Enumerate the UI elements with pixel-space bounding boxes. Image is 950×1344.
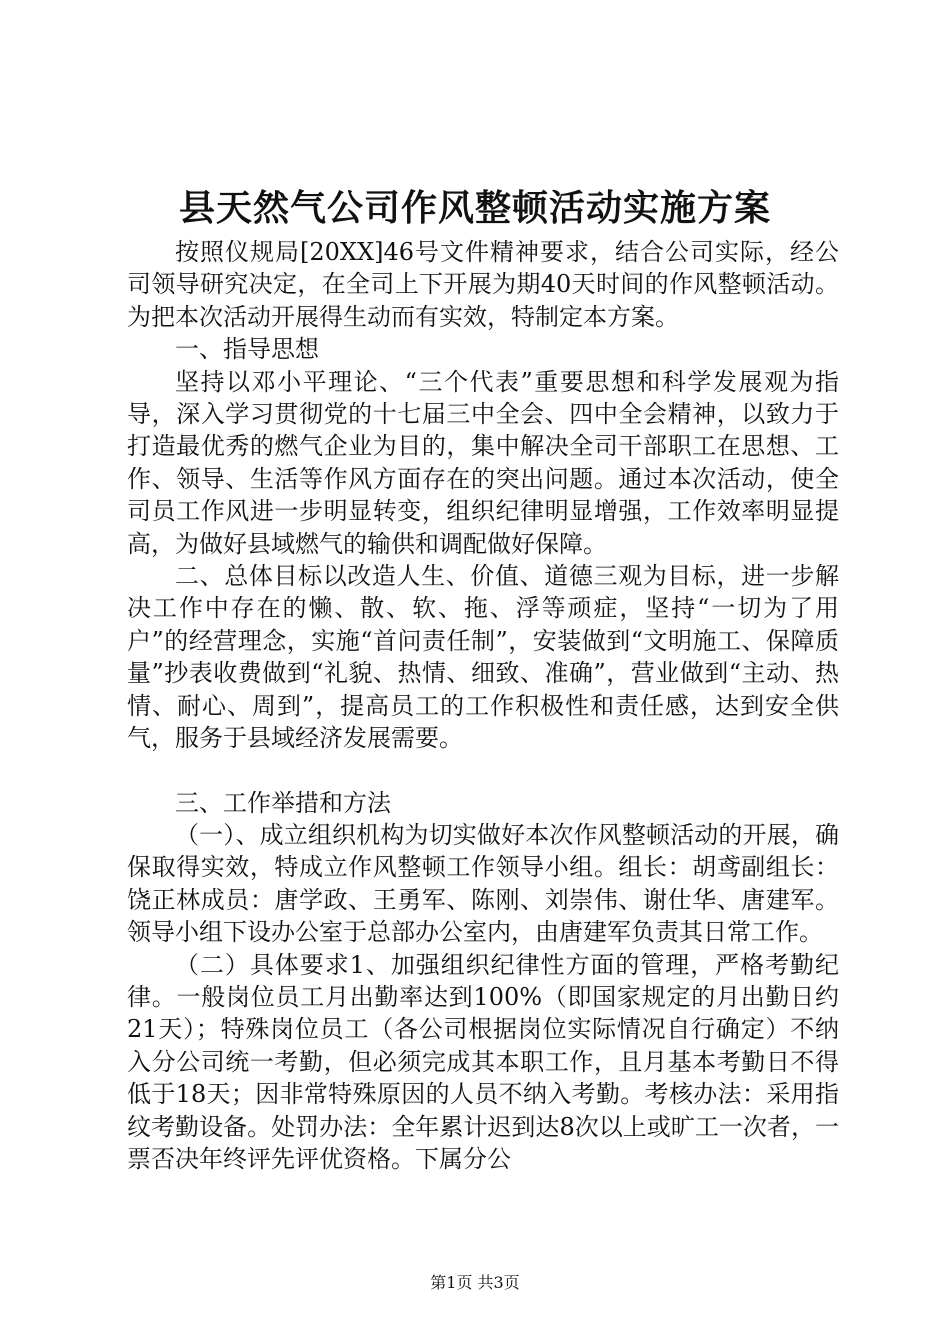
paragraph-organization: （一）、成立组织机构为切实做好本次作风整顿活动的开展，确保取得实效，特成立作风整顿工作领导小组。组长：胡鸢副组长：饶正林成员：唐学政、王勇军、陈刚、刘崇伟、谢仕华、唐建军。领导小组下设办公室于总部办公室内，由唐建军负责其日常工作。 — [127, 820, 839, 947]
paragraph-requirements: （二）具体要求1、加强组织纪律性方面的管理，严格考勤纪律。一般岗位员工月出勤率达到100%（即国家规定的月出勤日约21天）；特殊岗位员工（各公司根据岗位实际情况自行确定）不纳入分公司统一考勤，但必须完成其本职工作，且月基本考勤日不得低于18天；因非常特殊原因的人员不纳入考勤。考核办法：采用指纹考勤设备。处罚办法：全年累计迟到达8次以上或旷工一次者，一票否决年终评先评优资格。下属分公 — [127, 950, 839, 1173]
paragraph-guiding-ideology: 坚持以邓小平理论、“三个代表”重要思想和科学发展观为指导，深入学习贯彻党的十七届三中全会、四中全会精神，以致力于打造最优秀的燃气企业为目的，集中解决全司干部职工在思想、工作、领导、生活等作风方面存在的突出问题。通过本次活动，使全司员工作风进一步明显转变，组织纪律明显增强，工作效率明显提高，为做好县域燃气的输供和调配做好保障。 — [127, 367, 839, 558]
page-number-footer: 第1页 共3页 — [430, 1273, 520, 1292]
paragraph-overall-goal: 二、总体目标以改造人生、价值、道德三观为目标，进一步解决工作中存在的懒、散、软、拖、浮等顽症，坚持“一切为了用户”的经营理念，实施“首问责任制”，安装做到“文明施工、保障质量”抄表收费做到“礼貌、热情、细致、准确”，营业做到“主动、热情、耐心、周到”，提高员工的工作积极性和责任感，达到安全供气，服务于县域经济发展需要。 — [127, 562, 839, 753]
document-title: 县天然气公司作风整顿活动实施方案 — [178, 187, 771, 229]
section-heading-guiding-ideology: 一、指导思想 — [175, 335, 319, 364]
section-heading-measures: 三、工作举措和方法 — [175, 788, 391, 817]
document-body — [127, 236, 839, 1175]
paragraph-intro: 按照仪规局[20XX]46号文件精神要求，结合公司实际，经公司领导研究决定，在全司上下开展为期40天时间的作风整顿活动。为把本次活动开展得生动而有实效，特制定本方案。 — [127, 238, 839, 331]
